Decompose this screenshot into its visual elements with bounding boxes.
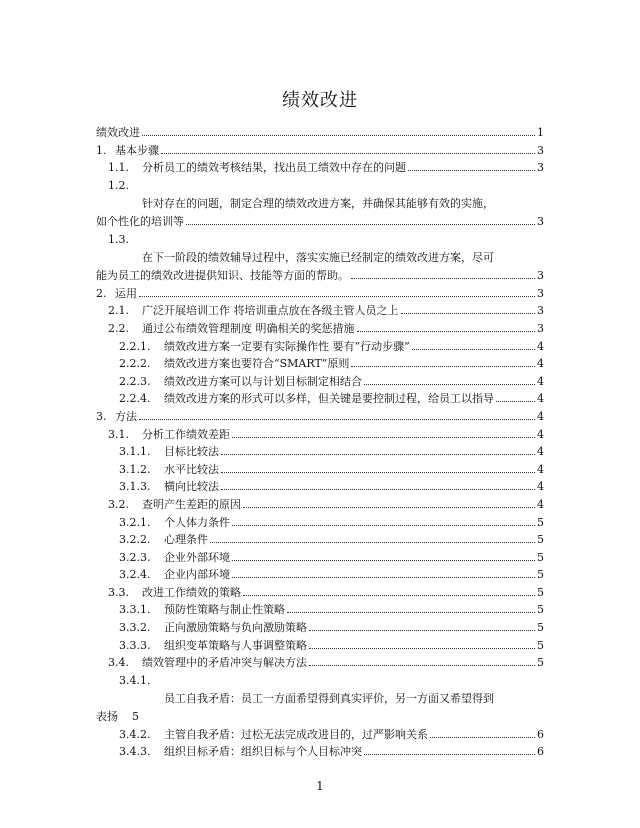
toc-entry[interactable] [96,320,544,338]
toc-entry-page: 3 [537,143,544,157]
toc-entry[interactable] [96,672,544,726]
toc-entry[interactable] [96,584,544,602]
toc-entry-number: 3.3.1. [119,603,151,617]
toc-entry-number: 3.1.1. [119,445,151,459]
toc-entry-page: 4 [537,427,544,441]
toc-entry[interactable] [96,159,544,177]
toc-entry-page: 6 [537,745,544,759]
toc-leader-dots [186,213,535,225]
toc-entry-title: 基本步骤 [115,143,159,157]
toc-entry[interactable] [96,338,544,356]
toc-entry-number: 3. [96,409,107,423]
toc-leader-dots [232,514,535,526]
toc-entry-number: 3.2.4. [119,568,151,582]
toc-entry-page: 5 [537,515,544,529]
toc-entry-number: 2.2. [108,321,129,335]
toc-entry-number: 3.1.2. [119,462,151,476]
toc-leader-dots [161,142,535,154]
toc-entry-page: 3 [537,268,544,282]
toc-entry[interactable] [96,124,544,142]
toc-entry-number: 3.1.3. [119,480,151,494]
toc-entry-number: 3.2.3. [119,550,151,564]
toc-entry-page: 4 [537,339,544,353]
toc-entry-number: 3.3. [108,585,129,599]
toc-leader-dots [430,726,535,738]
toc-entry-title: 组织变革策略与人事调整策略 [164,638,307,652]
toc-entry-page: 4 [537,392,544,406]
toc-entry-title-line1: 在下一阶段的绩效辅导过程中，落实实施已经制定的绩效改进方案，尽可 [142,250,494,264]
toc-entry-title: 正向激励策略与负向激励策略 [164,621,307,635]
toc-leader-dots [142,124,535,136]
toc-entry-number: 3.3.2. [119,621,151,635]
toc-entry-title: 分析工作绩效差距 [142,427,230,441]
toc-entry[interactable] [96,355,544,373]
toc-entry-title: 改进工作绩效的策略 [142,585,241,599]
toc-entry-number: 2.1. [108,304,129,318]
toc-entry-number: 3.4.2. [119,727,151,741]
toc-entry[interactable] [96,496,544,514]
toc-entry-number: 3.2.1. [119,515,151,529]
toc-entry[interactable] [96,461,544,479]
toc-entry-title: 目标比较法 [164,445,219,459]
toc-leader-dots [232,549,535,561]
toc-entry-title-line2: 如个性化的培训等 [96,214,184,228]
toc-entry-title-line1: 针对存在的问题，制定合理的绩效改进方案，并确保其能够有效的实施， [142,196,494,210]
toc-entry-title: 水平比较法 [164,462,219,476]
toc-entry-number: 2.2.2. [119,357,151,371]
toc-leader-dots [351,355,535,367]
toc-entry[interactable] [96,601,544,619]
toc-entry[interactable] [96,285,544,303]
toc-entry-number: 3.3.3. [119,638,151,652]
toc-entry-page: 5 [537,568,544,582]
toc-entry[interactable] [96,478,544,496]
toc-entry-title: 方法 [115,409,137,423]
toc-entry-number: 3.4.3. [119,745,151,759]
toc-entry-title: 通过公布绩效管理制度 明确相关的奖惩措施 [142,321,355,335]
toc-entry-number: 1. [96,143,107,157]
toc-leader-dots [287,601,535,613]
toc-leader-dots [139,285,535,297]
toc-leader-dots [351,267,535,279]
toc-leader-dots [232,426,535,438]
toc-entry-title: 广泛开展培训工作 将培训重点放在各级主管人员之上 [142,304,399,318]
toc-entry[interactable] [96,142,544,160]
toc-entry-title: 分析员工的绩效考核结果，找出员工绩效中存在的问题 [142,161,406,175]
toc-entry-page: 5 [537,533,544,547]
toc-entry-title: 绩效改进方案可以与计划目标制定相结合 [164,374,362,388]
toc-entry-page: 4 [537,462,544,476]
toc-entry[interactable] [96,426,544,444]
toc-entry-page: 5 [537,603,544,617]
toc-entry-page: 4 [537,497,544,511]
toc-entry[interactable] [96,726,544,744]
toc-entry-page: 3 [537,286,544,300]
toc-entry-page: 4 [537,445,544,459]
toc-entry-title: 预防性策略与制止性策略 [164,603,285,617]
toc-entry-title: 查明产生差距的原因 [142,497,241,511]
toc-leader-dots [221,478,535,490]
toc-entry-page: 5 [537,585,544,599]
toc-leader-dots [309,619,535,631]
toc-entry-title-line2: 表扬 [96,709,118,723]
toc-entry-page: 5 [537,621,544,635]
toc-entry-number: 3.2. [108,497,129,511]
table-of-contents [96,124,544,761]
toc-entry[interactable] [96,566,544,584]
toc-entry-title: 企业内部环境 [164,568,230,582]
toc-entry-page: 6 [537,727,544,741]
toc-entry-title: 企业外部环境 [164,550,230,564]
toc-entry-page: 4 [537,357,544,371]
toc-leader-dots [401,302,536,314]
toc-entry[interactable] [96,743,544,761]
toc-leader-dots [232,566,535,578]
toc-entry-page: 5 [537,656,544,670]
toc-leader-dots [408,159,535,171]
toc-leader-dots [139,408,535,420]
toc-entry-title-line1: 员工自我矛盾：员工一方面希望得到真实评价，另一方面又希望得到 [164,691,494,705]
toc-entry-page: 4 [537,409,544,423]
toc-entry-title: 绩效管理中的矛盾冲突与解决方法 [142,656,307,670]
toc-entry[interactable] [96,637,544,655]
toc-entry-title: 绩效改进方案的形式可以多样，但关键是要控制过程，给员工以指导 [164,392,494,406]
toc-entry[interactable] [96,408,544,426]
toc-entry-title: 绩效改进 [96,126,140,139]
toc-entry-page: 5 [132,709,139,723]
toc-entry-number: 2. [96,286,107,300]
toc-entry-title: 运用 [115,286,137,300]
toc-entry[interactable] [96,531,544,549]
toc-entry-page: 3 [537,161,544,175]
toc-entry-title: 组织目标矛盾：组织目标与个人目标冲突 [164,745,362,759]
toc-entry-title: 主管自我矛盾：过松无法完成改进目的，过严影响关系 [164,727,428,741]
toc-entry-number: 2.2.1. [119,339,151,353]
toc-entry-title: 心理条件 [164,533,208,547]
toc-leader-dots [210,531,535,543]
toc-entry[interactable] [96,514,544,532]
toc-entry-page: 3 [537,321,544,335]
toc-entry-number: 1.1. [108,161,129,175]
document-title: 绩效改进 [282,90,358,111]
toc-leader-dots [309,637,535,649]
toc-entry-page: 1 [537,126,544,139]
toc-entry[interactable] [96,443,544,461]
toc-entry-number: 2.2.3. [119,374,151,388]
toc-entry-number: 3.2.2. [119,533,151,547]
toc-leader-dots [364,743,535,755]
toc-entry-number: 3.4.1. [119,673,151,687]
toc-leader-dots [309,654,535,666]
toc-entry[interactable] [96,231,544,285]
toc-entry-number: 3.4. [108,656,129,670]
toc-entry-page: 3 [537,214,544,228]
toc-entry-page: 5 [537,550,544,564]
toc-entry-page: 4 [537,480,544,494]
toc-entry-title: 绩效改进方案也要符合“SMART”原则 [164,357,350,371]
toc-entry-title-line2: 能为员工的绩效改进提供知识、技能等方面的帮助。 [96,268,349,282]
toc-entry-title: 横向比较法 [164,480,219,494]
toc-leader-dots [364,373,535,385]
toc-entry[interactable] [96,619,544,637]
toc-leader-dots [221,461,535,473]
toc-entry[interactable] [96,373,544,391]
toc-leader-dots [243,496,535,508]
toc-entry-number: 2.2.4. [119,392,151,406]
toc-entry[interactable] [96,549,544,567]
toc-entry-page: 4 [537,374,544,388]
toc-entry-page: 5 [537,638,544,652]
toc-entry-page: 3 [537,304,544,318]
toc-leader-dots [496,390,535,402]
toc-entry[interactable] [96,302,544,320]
toc-leader-dots [412,338,535,350]
toc-entry-number: 3.1. [108,427,129,441]
toc-entry[interactable] [96,654,544,672]
toc-entry[interactable] [96,390,544,408]
page-number: 1 [316,779,324,793]
toc-leader-dots [243,584,535,596]
toc-entry[interactable] [96,177,544,231]
toc-entry-title: 绩效改进方案一定要有实际操作性 要有“行动步骤” [164,339,410,353]
toc-leader-dots [357,320,536,332]
toc-entry-number: 1.2. [108,178,129,192]
toc-entry-number: 1.3. [108,232,129,246]
toc-leader-dots [221,443,535,455]
toc-entry-title: 个人体力条件 [164,515,230,529]
